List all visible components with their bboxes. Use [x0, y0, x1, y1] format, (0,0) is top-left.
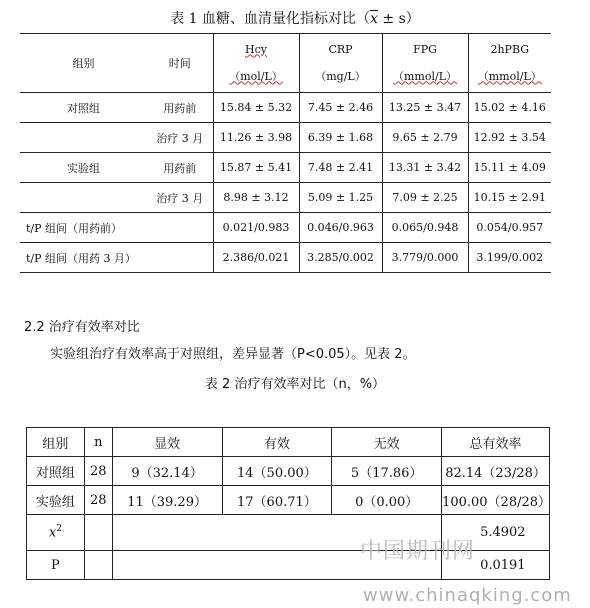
table1: [20, 33, 551, 273]
table1-title: 表 1 血糖、血清量化指标对比$(\overline{x} \pm s)$: [170, 11, 420, 27]
chi-square-label: $x^2$: [27, 515, 85, 551]
table-row: 治疗 3 月 8.98 ± 3.12 5.09 ± 1.25 7.09 ± 2.25 10.15 ± 2.91: [20, 183, 551, 213]
header-hcy: Hcy （mol/L）: [213, 34, 299, 93]
header-fpg: FPG （mmol/L）: [382, 34, 468, 93]
chi-square-value: 5.4902: [442, 515, 550, 551]
header-group: 组别: [20, 34, 147, 93]
watermark-logo: 中国期刊网: [360, 539, 476, 564]
watermark-url: www.chinaqking.com: [363, 585, 572, 606]
table-row: 实验组 28 11（39.29） 17（60.71） 0（0.00） 100.00（28/28）: [27, 486, 550, 515]
p-label: P: [27, 551, 85, 580]
table1-header-row: [20, 34, 551, 93]
mean-symbol: $\overline{x}$: [370, 11, 378, 27]
table2-header-row: 组别 n 显效 有效 无效 总有效率: [27, 428, 550, 457]
header-time: 时间: [147, 34, 213, 93]
p-value: 0.0191: [442, 551, 550, 580]
header-crp: CRP （mg/L）: [299, 34, 382, 93]
header-2hpbg: 2hPBG （mmol/L）: [468, 34, 551, 93]
table-row: 治疗 3 月 11.26 ± 3.98 6.39 ± 1.68 9.65 ± 2.79 12.92 ± 3.54: [20, 123, 551, 153]
paragraph: 实验组治疗有效率高于对照组，差异显著（P<0.05）。见表 2。: [50, 347, 416, 362]
table-row: t/P 组间（用药前） 0.021/0.983 0.046/0.963 0.065/0.948 0.054/0.957: [20, 213, 551, 243]
section-heading: 2.2 治疗有效率对比: [24, 320, 140, 335]
table2-title: 表 2 治疗有效率对比（n，%）: [204, 377, 386, 392]
table-row: t/P 组间（用药 3 月） 2.386/0.021 3.285/0.002 3.779/0.000 3.199/0.002: [20, 243, 551, 273]
table-row: 对照组 用药前 15.84 ± 5.32 7.45 ± 2.46 13.25 ± 3.47 15.02 ± 4.16: [20, 93, 551, 123]
table-row: 实验组 用药前 15.87 ± 5.41 7.48 ± 2.41 13.31 ± 3.42 15.11 ± 4.09: [20, 153, 551, 183]
table-row: 对照组 28 9（32.14） 14（50.00） 5（17.86） 82.14（23/28）: [27, 457, 550, 486]
